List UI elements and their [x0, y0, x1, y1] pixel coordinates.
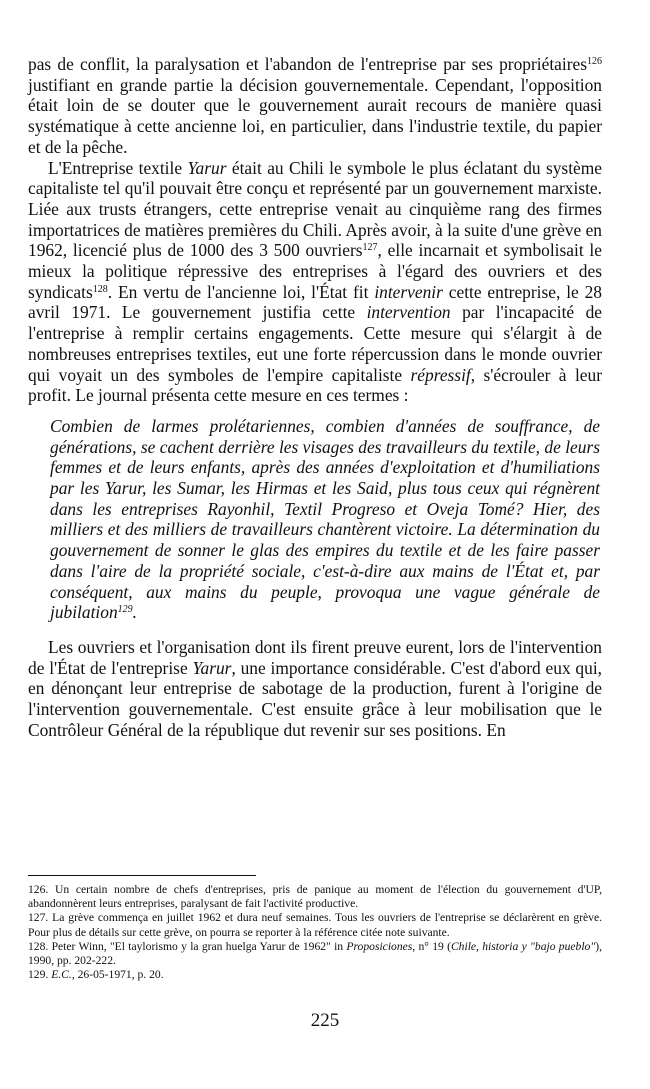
- emphasis: répressif: [410, 364, 471, 385]
- paragraph-1: [28, 54, 602, 158]
- footnote-ref-128[interactable]: 128: [92, 283, 108, 295]
- text-segment: ), 1990, pp. 202-222.: [28, 939, 602, 968]
- footnote-127: 127. La grève commença en juillet 1962 et dura neuf semaines. Tous les ouvriers de l'entreprise se déclarèrent en grève. Pour plus de détails sur cette grève, on pourra se reporter à la référence citée note suivante.: [28, 911, 602, 939]
- emphasis: intervenir: [374, 281, 443, 302]
- quote-text: Combien de larmes prolétariennes, combien d'années de souffrance, de générations, se cachent derrière les visages des travailleurs du textile, de leurs femmes et de leurs enfants, après des années d'exploitation et d'humiliations par les Yarur, les Sumar, les Hirmas et les Said, plus tous ceux qui régnèrent dans les entreprises Rayonhil, Textil Progreso et Oveja Tomé? Hier, des milliers et des milliers de travailleurs chantèrent victoire. La détermination du gouvernement de sonner le glas des empires du textile et de les faire passer dans l'aire de la propriété sociale, c'est-à-dire aux mains de l'État et, par conséquent, aux mains du peuple, provoqua une vague générale de jubilation: [50, 415, 600, 623]
- text-segment: , 26-05-1971, p. 20.: [71, 968, 164, 982]
- text-segment: , n° 19 (: [412, 939, 451, 953]
- emphasis: intervention: [366, 302, 451, 323]
- footnote-126: 126. Un certain nombre de chefs d'entreprises, pris de panique au moment de l'élection du gouvernement d'UP, abandonnèrent leurs entreprises, paralysant de fait l'activité productive.: [28, 883, 602, 911]
- emphasis: E.C.: [51, 968, 72, 982]
- footnote-divider: [28, 875, 256, 876]
- paragraph-2: [28, 158, 602, 406]
- text-segment: 128. Peter Winn, "El taylorismo y la gran huelga Yarur de 1962" in: [28, 939, 347, 953]
- main-text: [28, 54, 602, 741]
- footnote-129: [28, 968, 602, 982]
- footnote-128: [28, 940, 602, 968]
- page-number: 225: [310, 1010, 340, 1031]
- text-segment: , une importance considérable. C'est d'abord eux qui, en dénonçant leur entreprise de sabotage de la production, furent à l'origine de l'intervention gouvernementale. C'est ensuite grâce à leur mobilisation que le Contrôleur Général de la république dut revenir sur ses positions. En: [28, 657, 602, 740]
- emphasis: Proposiciones: [346, 939, 413, 953]
- block-quote: [50, 416, 600, 623]
- footnote-ref-126[interactable]: 126: [587, 56, 602, 67]
- emphasis: Yarur: [192, 657, 232, 678]
- emphasis: Chile, historia y "bajo pueblo": [450, 939, 596, 953]
- paragraph-3: [28, 637, 602, 741]
- text-segment: Les ouvriers et l'organisation dont ils firent preuve eurent, lors de l'intervention de l'État de l'entreprise: [28, 636, 602, 678]
- emphasis: Yarur: [187, 157, 227, 178]
- text-segment: , s'écrouler à leur profit. Le journal présenta cette mesure en ces termes :: [28, 364, 602, 406]
- text-segment: cette entreprise, le 28 avril 1971. Le gouvernement justifia cette: [28, 281, 602, 323]
- text-segment: L'Entreprise textile: [48, 157, 188, 178]
- text-segment: , elle incarnait et symbolisait le mieux la politique répressive des entreprises à l'égard des ouvriers et des syndicats: [28, 240, 602, 302]
- text-segment: .: [132, 602, 137, 623]
- text-segment: était au Chili le symbole le plus éclatant du système capitaliste tel qu'il pouvait être conçu et représenté par un gouvernement marxiste. Liée aux trusts étrangers, cette entreprise venait au cinquième rang des firmes importatrices de matières premières du Chili. Après avoir, à la suite d'une grève en 1962, licencié plus de 1000 des 3 500 ouvriers: [28, 157, 602, 261]
- text-segment: justifiant en grande partie la décision gouvernementale. Cependant, l'opposition était loin de se douter que le gouvernement aurait recours de manière quasi systématique à cette ancienne loi, en particulier, dans l'industrie textile, du papier et de la pêche.: [28, 74, 602, 157]
- text-segment: par l'incapacité de l'entreprise à remplir certains engagements. Cette mesure qui s'élargit à de nombreuses entreprises textiles, eut une forte répercussion dans le monde ouvrier qui voyait un des symboles de l'empire capitaliste: [28, 302, 603, 385]
- text-segment: 129.: [28, 968, 52, 982]
- text-segment: . En vertu de l'ancienne loi, l'État fit: [107, 281, 375, 302]
- footnote-ref-127[interactable]: 127: [362, 242, 378, 254]
- text-segment: pas de conflit, la paralysation et l'abandon de l'entreprise par ses propriétaires: [28, 54, 587, 74]
- footnote-ref-129[interactable]: 129: [117, 604, 133, 616]
- footnotes: [28, 883, 602, 982]
